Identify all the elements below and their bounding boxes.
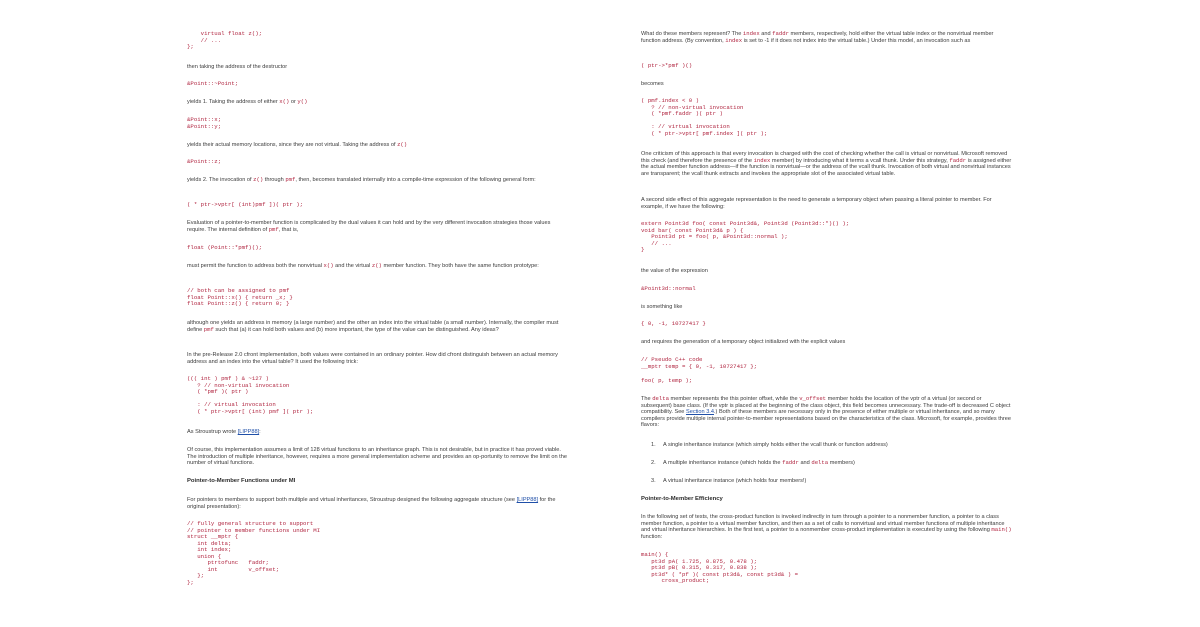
code-normal-address: &Point3d::normal bbox=[641, 285, 696, 292]
code-z-address: &Point::z; bbox=[187, 158, 222, 165]
paragraph: is something like bbox=[641, 304, 683, 310]
paragraph: As Stroustrup wrote [LIPP88]: bbox=[187, 429, 261, 435]
section-link[interactable]: Section 3.4 bbox=[685, 409, 714, 416]
code-mi-dispatch: ( pmf.index < 0 ) ? // non-virtual invocation ( *pmf.faddr )( ptr ) : // virtual invocation ( * ptr->vptr[ pmf.index ]( ptr ); bbox=[641, 97, 768, 137]
code-destructor-address: &Point::~Point; bbox=[187, 80, 239, 87]
paragraph: A second side effect of this aggregate representation is the need to generate a temporary object when passing a literal pointer to member. For example, if we have the following: bbox=[641, 197, 992, 210]
code-foo-call: foo( p, temp ); bbox=[641, 377, 693, 384]
paragraph: although one yields an address in memory (a large number) and the other an index into the virtual table (a small number). Internally, the compiler must define pmf such that (a) it can hold both values and (b) more important, the type of the value can be distinguished. Any ideas? bbox=[187, 320, 559, 333]
paragraph: yields their actual memory locations, since they are not virtual. Taking the address of z() bbox=[187, 141, 408, 148]
paragraph: becomes bbox=[641, 81, 664, 87]
citation-link[interactable]: [LIPP88] bbox=[516, 497, 539, 503]
code-cfront-trick: ((( int ) pmf ) & ~127 ) ? // non-virtual invocation ( *pmf )( ptr ) : // virtual invocation ( * ptr->vptr[ (int) pmf ]( ptr ); bbox=[187, 375, 314, 415]
code-main-test: main() { pt3d pA( 1.725, 0.875, 0.478 ); pt3d pB( 0.315, 0.317, 0.838 ); pt3d* ( *pf )( const pt3d&, const pt3d& ) = cross_product; bbox=[641, 551, 799, 584]
paragraph: and requires the generation of a temporary object initialized with the explicit values bbox=[641, 339, 846, 345]
section-heading: Pointer-to-Member Functions under MI bbox=[187, 478, 296, 484]
paragraph: the value of the expression bbox=[641, 268, 708, 274]
code-pmf-declaration: float (Point::*pmf)(); bbox=[187, 244, 263, 251]
section-heading: Pointer-to-Member Efficiency bbox=[641, 496, 723, 502]
code-member-address: &Point::x; &Point::y; bbox=[187, 116, 222, 130]
code-mptr-struct: // fully general structure to support // pointer to member functions under MI struct __mptr { int delta; int index; union { ptrtofunc faddr; int v_offset; }; }; bbox=[187, 520, 321, 586]
paragraph: Of course, this implementation assumes a limit of 128 virtual functions to an inheritance graph. This is not desirable, but in practice it has proved viable. The introduction of multiple inheritance, however, requires a more general implementation scheme and provides an op-portunity to remove the limit on the number of virtual functions. bbox=[187, 447, 567, 467]
code-vptr-call: ( * ptr->vptr[ (int)pmf ])( ptr ); bbox=[187, 201, 304, 208]
paragraph: In the following set of tests, the cross-product function is invoked indirectly in turn through a pointer to a nonmember function, a pointer to a class member function, a pointer to a virtual member function, and then as a set of calls to nonvirtual and virtual member functions of multiple inheritance and virtual inheritance hierarchies. In the first test, a pointer to a nonmember cross-product implementation is executed by using the following main() function: bbox=[641, 514, 1012, 540]
paragraph: For pointers to members to support both multiple and virtual inheritances, Stroustrup designed the following aggregate structure (see [LIPP88] for the original presentation): bbox=[187, 497, 556, 510]
paragraph: yields 2. The invocation of z() through pmf, then, becomes translated internally into a compile-time expression of the following general form: bbox=[187, 176, 536, 183]
code-class-tail: virtual float z(); // ... }; bbox=[187, 30, 263, 50]
paragraph: yields 1. Taking the address of either x() or y() bbox=[187, 98, 308, 105]
code-pmf-invocation: ( ptr->*pmf )() bbox=[641, 62, 693, 69]
citation-link[interactable]: [LIPP88] bbox=[237, 429, 260, 435]
code-pmf-assignable: // both can be assigned to pmf float Point::x() { return _x; } float Point::z() { return 0; } bbox=[187, 287, 293, 307]
code-temp-object: // Pseudo C++ code __mptr temp = { 0, -1, 10727417 }; bbox=[641, 356, 758, 370]
code-foo-bar: extern Point3d foo( const Point3d&, Point3d (Point3d::*)() ); void bar( const Point3d& p ) { Point3d pt = foo( p, &Point3d::normal ); // ... } bbox=[641, 220, 850, 253]
paragraph: In the pre-Release 2.0 cfront implementation, both values were contained in an ordinary pointer. How did cfront distinguish between an actual memory address and an index into the virtual table? It used the following trick: bbox=[187, 352, 558, 365]
paragraph: must permit the function to address both the nonvirtual x() and the virtual z() member function. They both have the same function prototype: bbox=[187, 262, 539, 269]
paragraph: One criticism of this approach is that every invocation is charged with the cost of checking whether the call is virtual or nonvirtual. Microsoft removed this check (and therefore the presence of the index member) by introducing what it terms a vcall thunk. Under this strategy, faddr is assigned either the actual member function address—if the function is nonvirtual—or the address of the vcall thunk. Invocation of both virtual and nonvirtual instances are transparent; the vcall thunk extracts and invokes the appropriate slot of the associated virtual table. bbox=[641, 151, 1012, 177]
paragraph: What do these members represent? The index and faddr members, respectively, hold either the virtual table index or the nonvirtual member function address. (By convention, index is set to -1 if it does not index into the virtual table.) Under this model, an invocation such as bbox=[641, 30, 994, 44]
paragraph: The delta member represents the this pointer offset, while the v_offset member holds the location of the vptr of a virtual (or second or subsequent) base class. (If the vptr is placed at the beginning of the class object, this field becomes unnecessary. The trade-off is decreased C object compatibility. See Section 3.4.) Both of these members are necessary only in the presence of either multiple or virtual inheritance, and so many compilers provide multiple internal pointer-to-member representations based on the characteristics of the class. Microsoft, for example, provides three flavors: bbox=[641, 395, 1011, 429]
paragraph: then taking the address of the destructor bbox=[187, 64, 288, 70]
paragraph: Evaluation of a pointer-to-member function is complicated by the dual values it can hold and by the very different invocation strategies those values require. The internal definition of pmf, that is, bbox=[187, 220, 551, 233]
code-literal-value: { 0, -1, 10727417 } bbox=[641, 320, 706, 327]
